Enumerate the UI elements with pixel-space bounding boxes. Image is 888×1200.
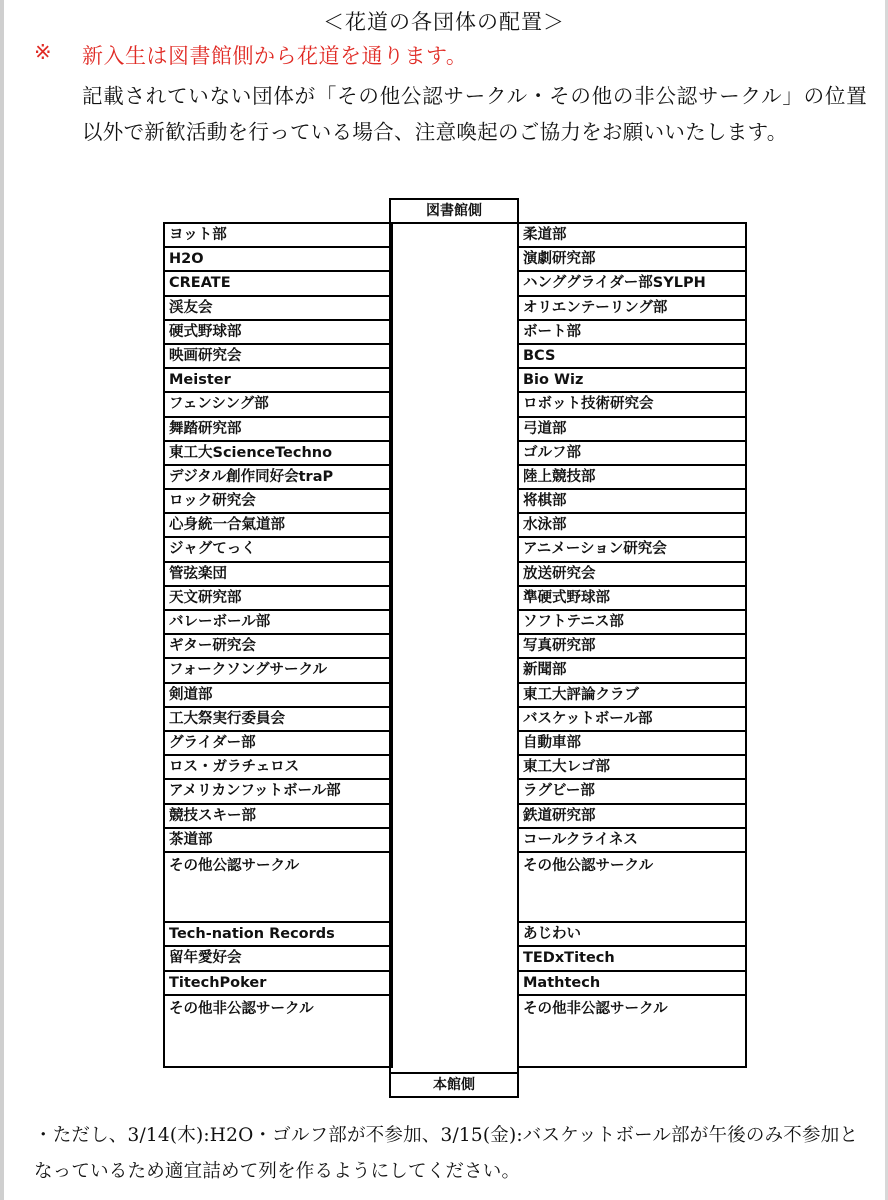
footnote: ・ただし、3/14(木):H2O・ゴルフ部が不参加、3/15(金):バスケットボール部が午後のみ不参加となっているため適宜詰めて列を作るようにしてください。 (34, 1125, 859, 1182)
left-table-cell: 東工大ScienceTechno (165, 442, 391, 466)
intro-paragraph: 記載されていない団体が「その他公認サークル・その他の非公認サークル」の位置以外で新歓活動を行っている場合、注意喚起のご協力をお願いいたします。 (82, 84, 867, 144)
right-table-cell: ロボット技術研究会 (519, 393, 745, 417)
left-table-cell: フェンシング部 (165, 393, 391, 417)
right-table-cell: 弓道部 (519, 418, 745, 442)
left-table-cell: 心身統一合氣道部 (165, 514, 391, 538)
page-title: ＜花道の各団体の配置＞ (323, 10, 565, 34)
left-column-table (163, 222, 393, 1068)
left-table-cell: 天文研究部 (165, 587, 391, 611)
center-path (389, 198, 519, 1098)
right-table-cell: ラグビー部 (519, 780, 745, 804)
left-table-cell: ジャグてっく (165, 538, 391, 562)
right-table-cell: ハンググライダー部SYLPH (519, 272, 745, 296)
left-table-cell: グライダー部 (165, 732, 391, 756)
right-table-cell: 柔道部 (519, 224, 745, 248)
right-table-cell: その他非公認サークル (519, 996, 745, 1068)
left-table-cell: 競技スキー部 (165, 805, 391, 829)
left-table-cell: ロス・ガラチェロス (165, 756, 391, 780)
left-table-cell: 舞踏研究部 (165, 418, 391, 442)
left-table-cell: 茶道部 (165, 829, 391, 853)
right-table-cell: 放送研究会 (519, 563, 745, 587)
right-table-cell: あじわい (519, 923, 745, 947)
notice-mark: ※ (34, 40, 52, 64)
right-table-cell: アニメーション研究会 (519, 538, 745, 562)
left-table-cell: 留年愛好会 (165, 947, 391, 971)
right-table-cell: 陸上競技部 (519, 466, 745, 490)
right-table-cell: 写真研究部 (519, 635, 745, 659)
library-side-label: 図書館側 (391, 200, 517, 224)
left-table-cell: その他非公認サークル (165, 996, 391, 1068)
right-table-cell: ゴルフ部 (519, 442, 745, 466)
right-table-cell: 水泳部 (519, 514, 745, 538)
left-table-cell: ギター研究会 (165, 635, 391, 659)
right-table-cell: ボート部 (519, 321, 745, 345)
left-table-cell: デジタル創作同好会traP (165, 466, 391, 490)
right-table-cell: 東工大評論クラブ (519, 684, 745, 708)
right-table-cell: コールクライネス (519, 829, 745, 853)
left-table-cell: ロック研究会 (165, 490, 391, 514)
right-table-cell: 東工大レゴ部 (519, 756, 745, 780)
right-table-cell: 演劇研究部 (519, 248, 745, 272)
left-table-cell: Tech-nation Records (165, 923, 391, 947)
left-table-cell: アメリカンフットボール部 (165, 780, 391, 804)
notice-text: 新入生は図書館側から花道を通ります。 (82, 44, 468, 68)
right-table-cell: その他公認サークル (519, 853, 745, 923)
left-table-cell: フォークソングサークル (165, 659, 391, 683)
right-table-cell: バスケットボール部 (519, 708, 745, 732)
page-edge-left (0, 0, 4, 1200)
left-table-cell: 工大祭実行委員会 (165, 708, 391, 732)
left-table-cell: CREATE (165, 272, 391, 296)
right-table-cell: 準硬式野球部 (519, 587, 745, 611)
left-table-cell: TitechPoker (165, 972, 391, 996)
left-table-cell: 剣道部 (165, 684, 391, 708)
main-building-side-label: 本館側 (391, 1072, 517, 1096)
right-table-cell: ソフトテニス部 (519, 611, 745, 635)
right-column-table (517, 222, 747, 1068)
left-table-cell: 管弦楽団 (165, 563, 391, 587)
right-table-cell: 鉄道研究部 (519, 805, 745, 829)
right-table-cell: 新聞部 (519, 659, 745, 683)
left-table-cell: Meister (165, 369, 391, 393)
right-table-cell: BCS (519, 345, 745, 369)
right-table-cell: TEDxTitech (519, 947, 745, 971)
left-table-cell: ヨット部 (165, 224, 391, 248)
left-table-cell: 映画研究会 (165, 345, 391, 369)
left-table-cell: バレーボール部 (165, 611, 391, 635)
right-table-cell: Bio Wiz (519, 369, 745, 393)
right-table-cell: オリエンテーリング部 (519, 297, 745, 321)
left-table-cell: 渓友会 (165, 297, 391, 321)
left-table-cell: その他公認サークル (165, 853, 391, 923)
right-table-cell: Mathtech (519, 972, 745, 996)
right-table-cell: 将棋部 (519, 490, 745, 514)
left-table-cell: H2O (165, 248, 391, 272)
left-table-cell: 硬式野球部 (165, 321, 391, 345)
right-table-cell: 自動車部 (519, 732, 745, 756)
